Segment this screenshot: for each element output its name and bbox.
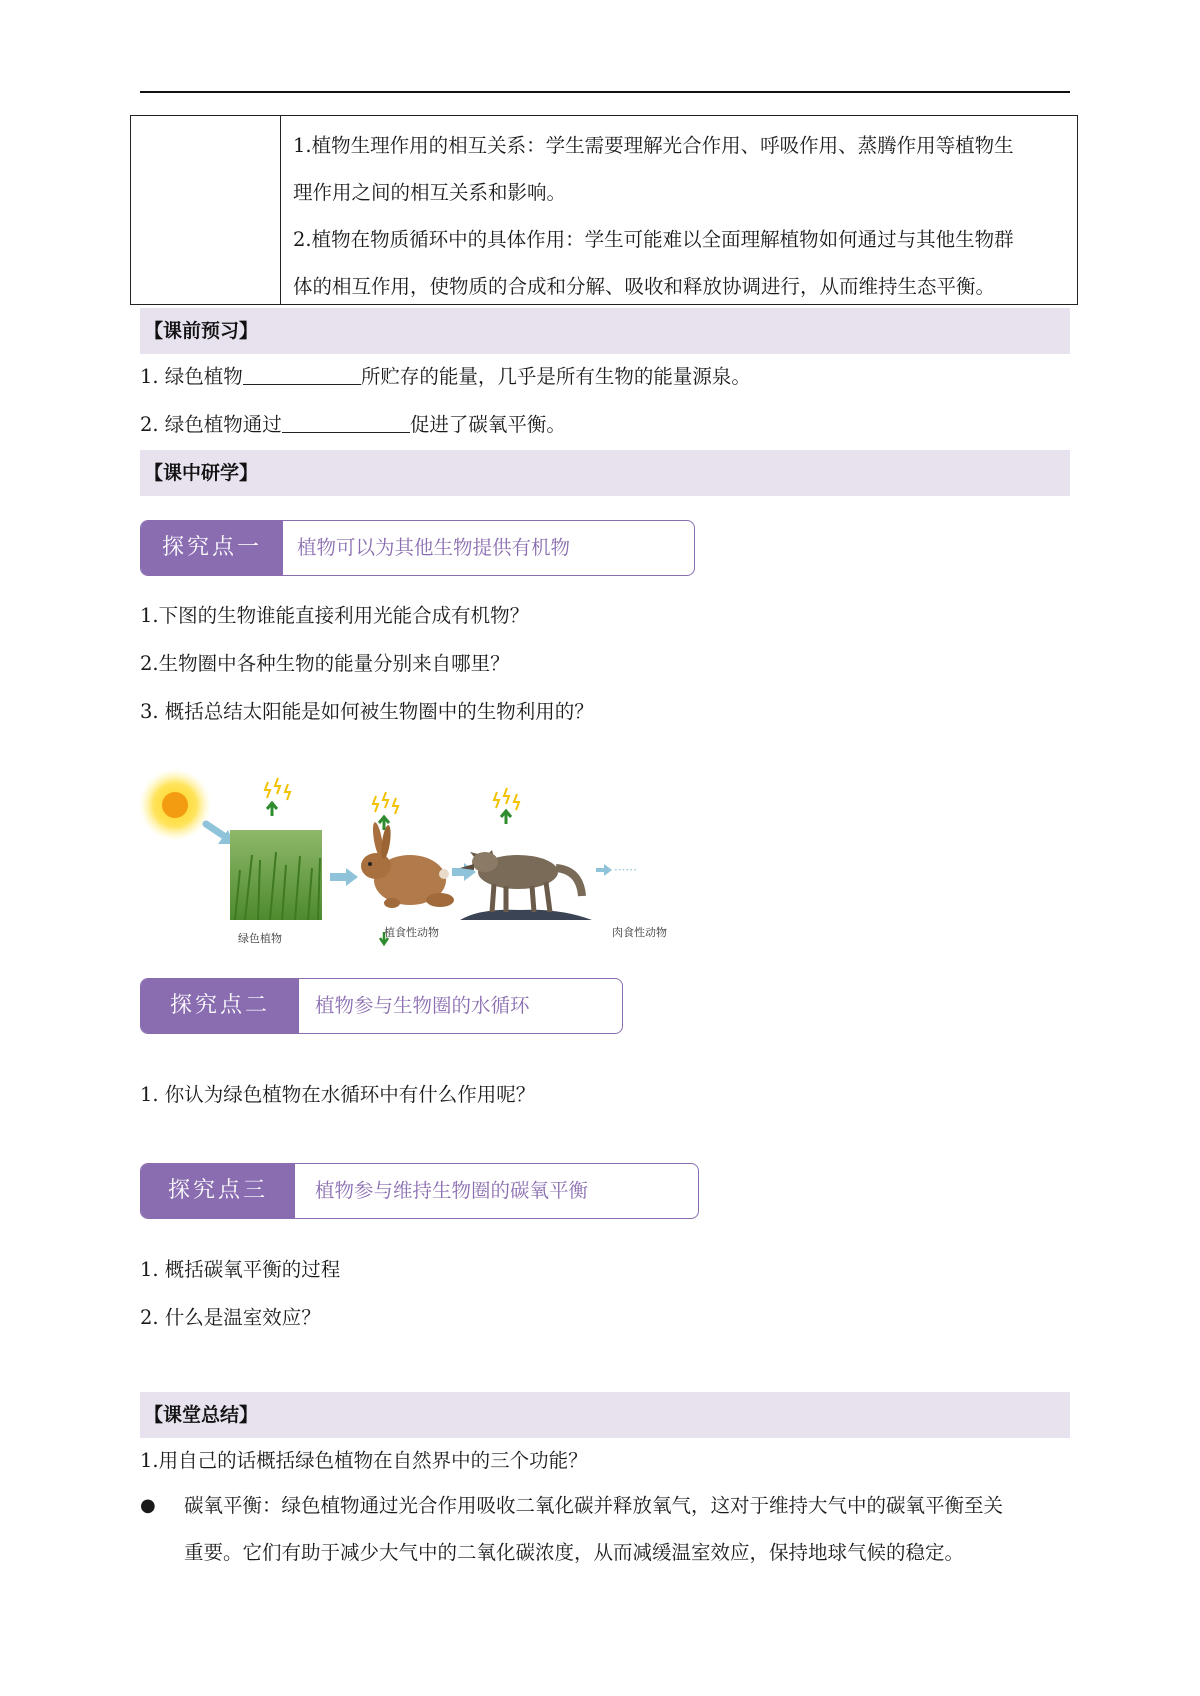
preview-question-1: [140, 362, 751, 392]
header-rule: [140, 91, 1070, 93]
up-arrow-wolf-icon: [501, 811, 511, 824]
point-3-question-1: 1. 概括碳氧平衡的过程: [140, 1258, 341, 1281]
summary-bullet-1: [140, 1482, 1080, 1582]
caption-carnivore: 肉食性动物: [612, 926, 667, 939]
table-left-cell: [131, 116, 281, 304]
sun-icon: [140, 769, 211, 841]
explore-point-2-tag: 探究点二: [141, 979, 299, 1033]
explore-point-1-tag: 探究点一: [141, 521, 283, 575]
energy-release-icon-3: [494, 788, 519, 810]
caption-green-plant: 绿色植物: [238, 932, 282, 945]
explore-point-2-box: [140, 978, 623, 1034]
bullet-dot-icon: ●: [140, 1495, 156, 1516]
fill-blank-1[interactable]: [243, 362, 361, 385]
summary-bullet-1-line-1: 碳氧平衡：绿色植物通过光合作用吸收二氧化碳并释放氧气，这对于维持大气中的碳氧平衡至关: [184, 1494, 1004, 1517]
difficulty-table: [130, 115, 1078, 305]
caption-herbivore: 植食性动物: [384, 926, 439, 939]
explore-point-1-title: 植物可以为其他生物提供有机物: [297, 536, 571, 559]
explore-point-3-box: [140, 1163, 699, 1219]
summary-heading: 【课堂总结】: [140, 1392, 1070, 1438]
difficulty-item-1-line-2: 理作用之间的相互关系和影响。: [293, 181, 567, 204]
preview-question-2: [140, 410, 566, 440]
study-heading: 【课中研学】: [140, 450, 1070, 496]
summary-bullet-1-line-2: 重要。它们有助于减少大气中的二氧化碳浓度，从而减缓温室效应，保持地球气候的稳定。: [184, 1541, 965, 1564]
rabbit-image: [361, 822, 454, 908]
summary-question-1: 1.用自己的话概括绿色植物在自然界中的三个功能？: [140, 1449, 588, 1472]
explore-point-3-tag: 探究点三: [141, 1164, 295, 1218]
green-plant-image: [230, 830, 322, 920]
preview-q2-before: 2. 绿色植物通过: [140, 413, 282, 436]
difficulty-item-1-line-1: 1.植物生理作用的相互关系：学生需要理解光合作用、呼吸作用、蒸腾作用等植物生: [293, 134, 1014, 157]
food-chain-figure: [140, 760, 680, 950]
preview-q1-before: 1. 绿色植物: [140, 365, 243, 388]
point-1-question-2: 2.生物圈中各种生物的能量分别来自哪里？: [140, 652, 510, 675]
point-1-question-1: 1.下图的生物谁能直接利用光能合成有机物？: [140, 604, 530, 627]
difficulty-item-2-line-2: 体的相互作用，使物质的合成和分解、吸收和释放协调进行，从而维持生态平衡。: [293, 275, 996, 298]
table-right-cell: [281, 116, 1076, 310]
energy-release-icon-1: [265, 778, 290, 800]
point-2-question-1: 1. 你认为绿色植物在水循环中有什么作用呢？: [140, 1083, 536, 1106]
arrow-plant-to-rabbit-icon: [330, 868, 358, 886]
summary-bullet-1-text: [184, 1482, 1076, 1576]
up-arrow-plant-icon: [267, 803, 277, 816]
point-3-question-2: 2. 什么是温室效应？: [140, 1306, 321, 1329]
preview-heading: 【课前预习】: [140, 308, 1070, 354]
arrow-sun-to-plant-icon: [206, 824, 234, 844]
energy-release-icon-2: [373, 792, 398, 814]
preview-q1-after: 所贮存的能量，几乎是所有生物的能量源泉。: [360, 365, 751, 388]
food-chain-illustration: [140, 760, 680, 950]
point-1-question-3: 3. 概括总结太阳能是如何被生物圈中的生物利用的？: [140, 700, 594, 723]
preview-q2-after: 促进了碳氧平衡。: [409, 413, 566, 436]
arrow-wolf-to-next-icon: [596, 864, 612, 876]
explore-point-1-box: [140, 520, 695, 576]
wolf-image: [460, 850, 592, 920]
continuation-dots: ······: [614, 863, 637, 877]
explore-point-2-title: 植物参与生物圈的水循环: [315, 994, 530, 1017]
fill-blank-2[interactable]: [282, 410, 410, 433]
explore-point-3-title: 植物参与维持生物圈的碳氧平衡: [315, 1179, 589, 1202]
difficulty-item-2-line-1: 2.植物在物质循环中的具体作用：学生可能难以全面理解植物如何通过与其他生物群: [293, 228, 1014, 251]
